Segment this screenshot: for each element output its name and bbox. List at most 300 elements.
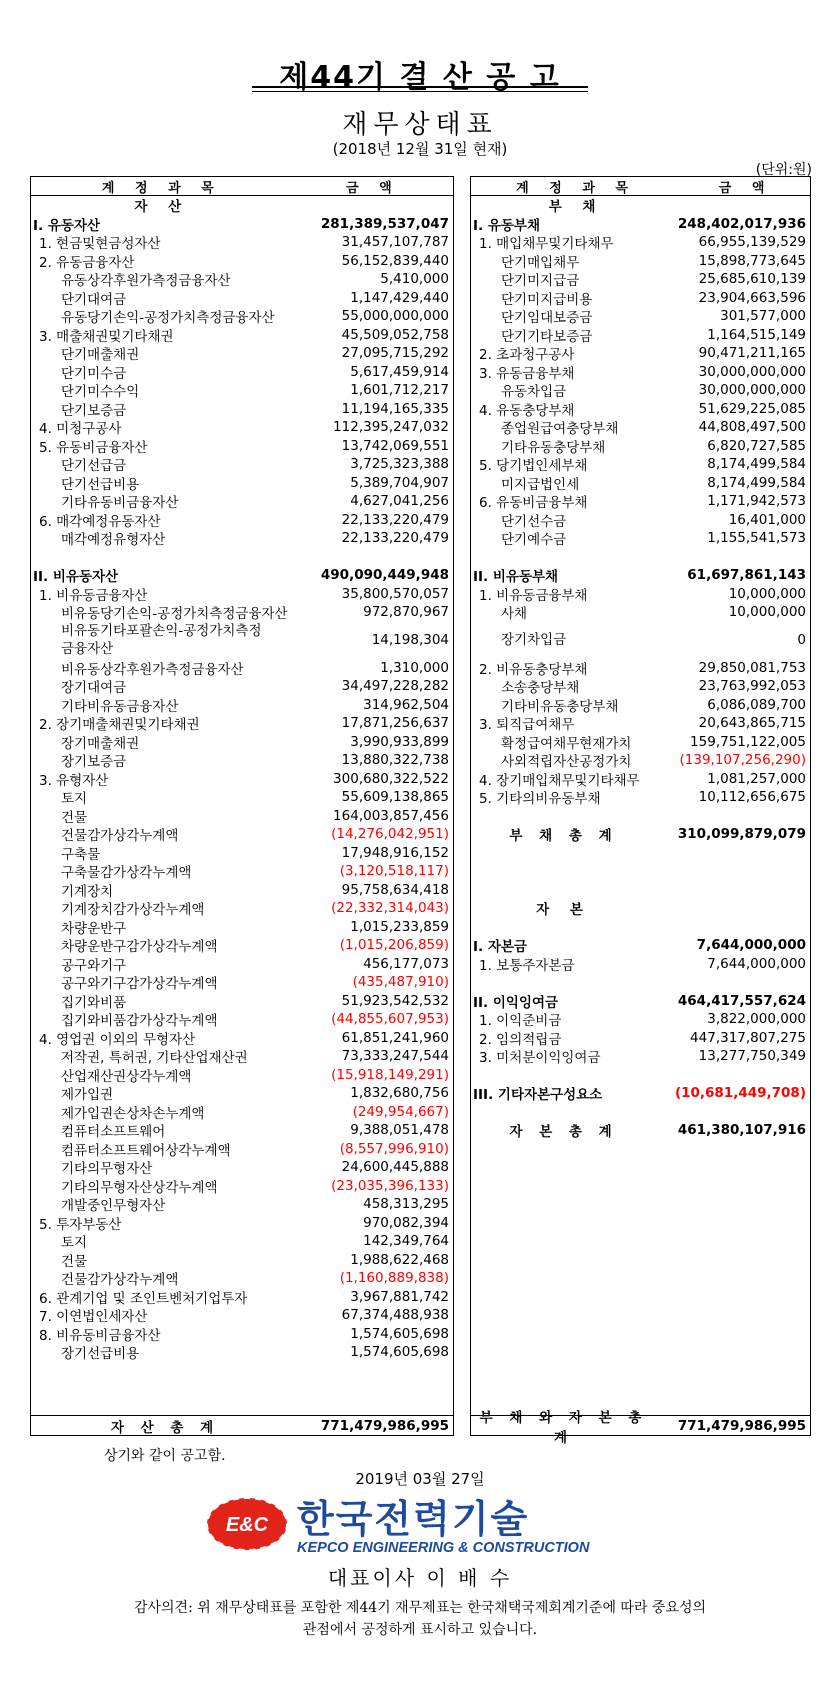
- asset-account-label-line-1: 비유동기타포괄손익-공정가치측정: [61, 622, 262, 639]
- liability-row: [471, 529, 810, 548]
- logo-mark: [205, 1492, 635, 1558]
- asset-row: [31, 1306, 453, 1325]
- asset-row: [31, 862, 453, 881]
- liability-row: [471, 307, 810, 326]
- asset-account-label: 토지: [61, 791, 88, 808]
- asset-account-label: 토지: [61, 1235, 88, 1252]
- asset-account-label: [31, 622, 299, 659]
- asset-row: [31, 437, 453, 456]
- liability-amount: 447,317,807,275: [690, 1029, 806, 1046]
- liabilities-heading: 부 채: [548, 199, 604, 216]
- company-logo: [205, 1492, 635, 1562]
- asset-amount: (8,557,996,910): [339, 1140, 449, 1157]
- asset-amount: 55,000,000,000: [341, 308, 449, 325]
- asset-account-label: 1. 현금및현금성자산: [39, 236, 161, 253]
- liability-account-label: 3. 퇴직급여채무: [479, 717, 575, 734]
- asset-row: [31, 326, 453, 345]
- asset-amount: 27,095,715,292: [341, 345, 449, 362]
- asset-row: [31, 825, 453, 844]
- asset-row: [31, 585, 453, 604]
- asset-account-label: 단기보증금: [61, 402, 127, 419]
- liability-amount: 25,685,610,139: [698, 271, 806, 288]
- liability-row: [471, 326, 810, 345]
- liability-account-label: 단기미지급비용: [501, 291, 593, 308]
- liability-row: [471, 289, 810, 308]
- asset-account-label: 4. 영업권 이외의 무형자산: [39, 1031, 196, 1048]
- liability-account-label: 부 채 총 계: [509, 828, 618, 845]
- asset-amount: 67,374,488,938: [341, 1307, 449, 1324]
- asset-account-label: 집기와비품: [61, 994, 127, 1011]
- assets-heading: 자 산: [134, 199, 190, 216]
- asset-amount: 31,457,107,787: [341, 234, 449, 251]
- asset-amount: 9,388,051,478: [350, 1122, 449, 1139]
- liability-amount: 10,000,000: [728, 604, 806, 621]
- asset-amount: 17,948,916,152: [341, 844, 449, 861]
- company-name-english: KEPCO ENGINEERING & CONSTRUCTION: [297, 1540, 590, 1556]
- liability-row: [471, 585, 810, 604]
- liability-row: [471, 566, 810, 585]
- liabilities-equity-total-label: 부 채 와 자 본 총 계: [479, 1409, 648, 1446]
- asset-account-label: II. 비유동자산: [33, 569, 119, 586]
- asset-account-label: 구축물: [61, 846, 101, 863]
- liability-row: [471, 899, 810, 918]
- liability-row: [471, 492, 810, 511]
- asset-amount: 34,497,228,282: [341, 678, 449, 695]
- asset-row: [31, 1269, 453, 1288]
- liability-amount: 1,171,942,573: [707, 493, 806, 510]
- asset-amount: 490,090,449,948: [320, 567, 449, 584]
- asset-row: [31, 603, 453, 622]
- asset-account-label: 단기선급금: [61, 458, 127, 475]
- title-underline-thin: [252, 91, 588, 92]
- asset-row: [31, 770, 453, 789]
- asset-amount: 22,133,220,479: [341, 511, 449, 528]
- asset-row: [31, 677, 453, 696]
- liability-amount: 159,751,122,005: [690, 733, 806, 750]
- asset-row: [31, 252, 453, 271]
- liability-account-label: 기타유동충당부채: [501, 439, 606, 456]
- column-amount: 금 액: [345, 180, 400, 196]
- assets-column-header: [31, 177, 453, 196]
- asset-row: [31, 936, 453, 955]
- asset-account-label: 단기미수금: [61, 365, 127, 382]
- asset-amount: 970,082,394: [363, 1214, 449, 1231]
- asset-account-label: 단기매출채권: [61, 347, 140, 364]
- asset-account-label: I. 유동자산: [33, 217, 101, 234]
- liability-amount: 30,000,000,000: [698, 382, 806, 399]
- liability-account-label: 사채: [501, 606, 528, 623]
- liability-amount: 61,697,861,143: [687, 567, 806, 584]
- asset-row: [31, 511, 453, 530]
- liability-row: [471, 400, 810, 419]
- asset-amount: 51,923,542,532: [341, 992, 449, 1009]
- liability-row: [471, 1047, 810, 1066]
- asset-amount: (23,035,396,133): [331, 1177, 449, 1194]
- liability-account-label: 5. 당기법인세부채: [479, 458, 588, 475]
- asset-amount: 3,990,933,899: [350, 733, 449, 750]
- asset-row: [31, 418, 453, 437]
- liability-row: [471, 788, 810, 807]
- liability-amount: 66,955,139,529: [698, 234, 806, 251]
- asset-account-label: 단기선급비용: [61, 476, 140, 493]
- liability-row: [471, 918, 810, 937]
- liability-row: [471, 992, 810, 1011]
- asset-account-label: 비유동상각후원가측정금융자산: [61, 661, 244, 678]
- liability-row: [471, 1084, 810, 1103]
- asset-amount: 314,962,504: [363, 696, 449, 713]
- assets-total-label: 자 산 총 계: [110, 1419, 220, 1436]
- column-amount: 금 액: [718, 180, 773, 196]
- liability-account-label: 2. 임의적립금: [479, 1031, 562, 1048]
- asset-account-label: 장기보증금: [61, 754, 127, 771]
- liability-row: [471, 622, 810, 659]
- liability-row: [471, 659, 810, 678]
- asset-amount: 1,310,000: [380, 659, 449, 676]
- asset-row: [31, 1029, 453, 1048]
- liability-row: [471, 233, 810, 252]
- asset-amount: 142,349,764: [363, 1233, 449, 1250]
- asset-account-label: 건물감가상각누계액: [61, 1272, 179, 1289]
- asset-row: [31, 492, 453, 511]
- asset-account-label: 공구와기구감가상각누계액: [61, 976, 218, 993]
- asset-account-label: 3. 유형자산: [39, 772, 109, 789]
- asset-row: [31, 696, 453, 715]
- asset-amount: 17,871,256,637: [341, 715, 449, 732]
- asset-row: [31, 270, 453, 289]
- liability-amount: 23,763,992,053: [698, 678, 806, 695]
- asset-amount: 22,133,220,479: [341, 530, 449, 547]
- asset-account-label: 유동당기손익-공정가치측정금융자산: [61, 310, 275, 327]
- asset-row: [31, 307, 453, 326]
- asset-account-label: 제가입권손상차손누계액: [61, 1105, 205, 1122]
- liability-row: [471, 844, 810, 863]
- asset-account-label: 개발중인무형자산: [61, 1198, 166, 1215]
- asset-account-label: 단기대여금: [61, 291, 127, 308]
- asset-amount: 1,015,233,859: [350, 918, 449, 935]
- asset-row: [31, 400, 453, 419]
- asset-account-label: 7. 이연법인세자산: [39, 1309, 148, 1326]
- asset-amount: (14,276,042,951): [331, 826, 449, 843]
- asset-account-label: 저작권, 특허권, 기타산업재산권: [61, 1050, 248, 1067]
- asset-amount: 972,870,967: [363, 604, 449, 621]
- asset-row: [31, 289, 453, 308]
- asset-account-label: 집기와비품감가상각누계액: [61, 1013, 218, 1030]
- statement-title: 재무상태표: [342, 110, 498, 140]
- liability-row: [471, 252, 810, 271]
- asset-amount: 61,851,241,960: [341, 1029, 449, 1046]
- liability-amount: 6,820,727,585: [707, 437, 806, 454]
- asset-row: [31, 381, 453, 400]
- asset-account-label: 건물: [61, 1253, 88, 1270]
- notice-text: 상기와 같이 공고함.: [104, 1448, 226, 1464]
- asset-row: [31, 529, 453, 548]
- asset-row: [31, 1177, 453, 1196]
- liability-amount: 0: [797, 632, 806, 648]
- asset-amount: 5,410,000: [380, 271, 449, 288]
- asset-row: [31, 1214, 453, 1233]
- liability-amount: 310,099,879,079: [677, 826, 806, 843]
- liability-account-label: 단기예수금: [501, 532, 567, 549]
- liability-amount: 301,577,000: [720, 308, 806, 325]
- asset-amount: 45,509,052,758: [341, 326, 449, 343]
- asset-account-label: 기타의무형자산상각누계액: [61, 1179, 218, 1196]
- asset-account-label: 1. 비유동금융자산: [39, 587, 148, 604]
- assets-total-amount: 771,479,986,995: [320, 1417, 449, 1434]
- asset-amount: 1,988,622,468: [350, 1251, 449, 1268]
- liability-amount: 23,904,663,596: [698, 289, 806, 306]
- liability-amount: 15,898,773,645: [698, 252, 806, 269]
- liability-row: [471, 973, 810, 992]
- asset-row: [31, 807, 453, 826]
- asset-account-label: 컴퓨터소프트웨어상각누계액: [61, 1142, 231, 1159]
- liability-account-label: 4. 장기매입채무및기타채무: [479, 772, 640, 789]
- asset-row: [31, 1232, 453, 1251]
- audit-opinion-line-1: 감사의견: 위 재무상태표를 포함한 제44기 재무제표는 한국채택국제회계기준에 따라 중요성의: [133, 1600, 707, 1616]
- unit-label: (단위:원): [755, 162, 812, 178]
- asset-row: [31, 363, 453, 382]
- asset-amount: (22,332,314,043): [331, 900, 449, 917]
- liability-row: [471, 474, 810, 493]
- liability-amount: 8,174,499,584: [707, 456, 806, 473]
- asset-amount: (249,954,667): [352, 1103, 449, 1120]
- asset-row: [31, 992, 453, 1011]
- asset-amount: 458,313,295: [363, 1196, 449, 1213]
- liability-account-label: 자 본 총 계: [509, 1124, 618, 1141]
- asset-amount: 35,800,570,057: [341, 585, 449, 602]
- liability-account-label: 3. 유동금융부채: [479, 365, 575, 382]
- liability-amount: 30,000,000,000: [698, 363, 806, 380]
- asset-account-label: 차량운반구감가상각누계액: [61, 939, 218, 956]
- liability-account-label: 단기미지급금: [501, 273, 580, 290]
- asset-amount: 73,333,247,544: [341, 1048, 449, 1065]
- liabilities-panel: [470, 176, 811, 1446]
- asset-account-label: 5. 유동비금융자산: [39, 439, 148, 456]
- liability-amount: 1,081,257,000: [707, 770, 806, 787]
- asset-row: [31, 1195, 453, 1214]
- asset-amount: (44,855,607,953): [331, 1011, 449, 1028]
- liability-row: [471, 455, 810, 474]
- liabilities-rows: [471, 215, 810, 1140]
- liability-account-label: 단기선수금: [501, 513, 567, 530]
- asset-amount: 56,152,839,440: [341, 252, 449, 269]
- liability-account-label: 1. 이익준비금: [479, 1013, 562, 1030]
- asset-account-label: 8. 비유동비금융자산: [39, 1327, 161, 1344]
- asset-row: [31, 1288, 453, 1307]
- asset-account-label: 매각예정유형자산: [61, 532, 166, 549]
- asset-row: [31, 733, 453, 752]
- asset-account-label: 산업재산권상각누계액: [61, 1068, 192, 1085]
- liability-account-label: 단기매입채무: [501, 254, 580, 271]
- liability-account-label: 단기기타보증금: [501, 328, 593, 345]
- asset-amount: 1,601,712,217: [350, 382, 449, 399]
- liability-account-label: 3. 미처분이익잉여금: [479, 1050, 601, 1067]
- asset-row: [31, 233, 453, 252]
- asset-account-label: 6. 매각예정유동자산: [39, 513, 161, 530]
- asset-amount: 24,600,445,888: [341, 1159, 449, 1176]
- liability-row: [471, 1066, 810, 1085]
- liability-row: [471, 363, 810, 382]
- liability-row: [471, 418, 810, 437]
- liability-row: [471, 1029, 810, 1048]
- liability-account-label: 단기임대보증금: [501, 310, 593, 327]
- liability-amount: 1,155,541,573: [707, 530, 806, 547]
- liability-row: [471, 511, 810, 530]
- asset-row: [31, 881, 453, 900]
- liability-amount: 1,164,515,149: [707, 326, 806, 343]
- asset-row: [31, 973, 453, 992]
- asset-account-label: 기타유동비금융자산: [61, 495, 179, 512]
- asset-amount: 13,742,069,551: [341, 437, 449, 454]
- liabilities-heading-row: [471, 196, 810, 215]
- asset-account-label: 기타비유동금융자산: [61, 698, 179, 715]
- assets-rows: [31, 215, 453, 1362]
- liability-account-label: III. 기타자본구성요소: [473, 1087, 603, 1104]
- liabilities-column-header: [471, 177, 810, 196]
- column-account: 계 정 과 목: [101, 180, 222, 196]
- asset-amount: 3,725,323,388: [350, 456, 449, 473]
- liability-amount: 7,644,000,000: [707, 955, 806, 972]
- asset-row: [31, 566, 453, 585]
- asset-account-label: 5. 투자부동산: [39, 1216, 122, 1233]
- asset-account-label: 구축물감가상각누계액: [61, 865, 192, 882]
- liability-account-label: 1. 보통주자본금: [479, 957, 575, 974]
- liability-row: [471, 437, 810, 456]
- asset-row: [31, 751, 453, 770]
- liability-row: [471, 936, 810, 955]
- asset-account-label: 기계장치: [61, 883, 114, 900]
- liability-account-label: 기타비유동충당부채: [501, 698, 619, 715]
- liability-account-label: 2. 비유동충당부채: [479, 661, 588, 678]
- liabilities-equity-total-row: [471, 1409, 810, 1446]
- liability-row: [471, 381, 810, 400]
- audit-opinion: [60, 1597, 780, 1641]
- asset-row: [31, 788, 453, 807]
- asset-row: [31, 1084, 453, 1103]
- liability-account-label: II. 비유동부채: [473, 569, 559, 586]
- liability-amount: 7,644,000,000: [696, 937, 806, 954]
- liability-account-label: 종업원급여충당부채: [501, 421, 619, 438]
- liability-amount: 248,402,017,936: [677, 215, 806, 232]
- asset-row: [31, 714, 453, 733]
- liability-amount: 51,629,225,085: [698, 400, 806, 417]
- asset-amount: 5,389,704,907: [350, 474, 449, 491]
- asset-amount: 11,194,165,335: [341, 400, 449, 417]
- asset-amount: (3,120,518,117): [339, 863, 449, 880]
- asset-row: [31, 1140, 453, 1159]
- asset-account-label: 6. 관계기업 및 조인트벤처기업투자: [39, 1290, 248, 1307]
- asset-row: [31, 1121, 453, 1140]
- asset-row: [31, 1103, 453, 1122]
- liability-account-label: 자 본: [536, 902, 591, 919]
- asset-row: [31, 215, 453, 234]
- liability-row: [471, 215, 810, 234]
- asset-amount: 95,758,634,418: [341, 881, 449, 898]
- asset-row: [31, 659, 453, 678]
- asset-account-label: 유동상각후원가측정금융자산: [61, 273, 231, 290]
- liability-row: [471, 677, 810, 696]
- liability-row: [471, 714, 810, 733]
- asset-account-label-line-2: 금융자산: [61, 641, 114, 657]
- liability-row: [471, 770, 810, 789]
- liability-row: [471, 733, 810, 752]
- asset-row: [31, 899, 453, 918]
- liability-row: [471, 955, 810, 974]
- liability-account-label: 5. 기타의비유동부채: [479, 791, 601, 808]
- column-account: 계 정 과 목: [516, 180, 636, 196]
- asset-account-label: 건물: [61, 809, 88, 826]
- liability-account-label: 2. 초과청구공사: [479, 347, 575, 364]
- asset-amount: 281,389,537,047: [320, 215, 449, 232]
- asset-row: [31, 1010, 453, 1029]
- liability-row: [471, 881, 810, 900]
- liability-amount: 90,471,211,165: [698, 345, 806, 362]
- asset-row: [31, 344, 453, 363]
- asset-account-label: 장기대여금: [61, 680, 127, 697]
- asset-amount: (435,487,910): [352, 974, 449, 991]
- asset-row: [31, 1325, 453, 1344]
- liability-amount: (10,681,449,708): [674, 1085, 806, 1102]
- liabilities-equity-total-amount: 771,479,986,995: [677, 1417, 806, 1434]
- asset-row: [31, 548, 453, 567]
- liability-account-label: 장기차입금: [501, 631, 567, 648]
- asset-amount: (1,015,206,859): [339, 937, 449, 954]
- liability-row: [471, 1103, 810, 1122]
- asset-amount: 164,003,857,456: [333, 807, 449, 824]
- asset-account-label: 2. 유동금융자산: [39, 254, 135, 271]
- asset-amount: (1,160,889,838): [339, 1270, 449, 1287]
- asset-amount: 1,574,605,698: [350, 1325, 449, 1342]
- asset-amount: 14,198,304: [371, 632, 449, 648]
- asset-account-label: 4. 미청구공사: [39, 421, 122, 438]
- asset-row: [31, 1066, 453, 1085]
- ceo-name: 대표이사 이 배 수: [327, 1566, 513, 1590]
- asset-amount: 1,574,605,698: [350, 1344, 449, 1361]
- asset-row: [31, 844, 453, 863]
- liability-account-label: 확정급여채무현재가치: [501, 735, 632, 752]
- liability-account-label: 1. 매입채무및기타채무: [479, 236, 614, 253]
- liability-amount: 6,086,089,700: [707, 696, 806, 713]
- asset-account-label: 컴퓨터소프트웨어: [61, 1124, 166, 1141]
- asset-account-label: 비유동당기손익-공정가치측정금융자산: [61, 606, 288, 623]
- liability-amount: 13,277,750,349: [698, 1048, 806, 1065]
- liability-amount: 8,174,499,584: [707, 474, 806, 491]
- liability-account-label: 사외적립자산공정가치: [501, 754, 632, 771]
- liability-account-label: 1. 비유동금융부채: [479, 587, 588, 604]
- asset-account-label: 차량운반구: [61, 920, 127, 937]
- assets-heading-row: [31, 196, 453, 215]
- asset-amount: (15,918,149,291): [331, 1066, 449, 1083]
- asset-amount: 456,177,073: [363, 955, 449, 972]
- liability-amount: 29,850,081,753: [698, 659, 806, 676]
- asset-account-label: 기계장치감가상각누계액: [61, 902, 205, 919]
- asset-row: [31, 955, 453, 974]
- asset-account-label: 단기미수수익: [61, 384, 140, 401]
- liability-row: [471, 270, 810, 289]
- asset-account-label: 2. 장기매출채권및기타채권: [39, 717, 200, 734]
- asset-amount: 112,395,247,032: [333, 419, 449, 436]
- asset-account-label: 건물감가상각누계액: [61, 828, 179, 845]
- asset-account-label: 제가입권: [61, 1087, 114, 1104]
- page-title: 제44기 결 산 공 고: [279, 60, 561, 95]
- asset-row: [31, 1343, 453, 1362]
- statement-date: (2018년 12월 31일 현재): [332, 140, 508, 158]
- asset-amount: 4,627,041,256: [350, 493, 449, 510]
- liability-row: [471, 751, 810, 770]
- asset-account-label: 장기매출채권: [61, 735, 140, 752]
- liability-row: [471, 807, 810, 826]
- liability-amount: 44,808,497,500: [698, 419, 806, 436]
- asset-row: [31, 1047, 453, 1066]
